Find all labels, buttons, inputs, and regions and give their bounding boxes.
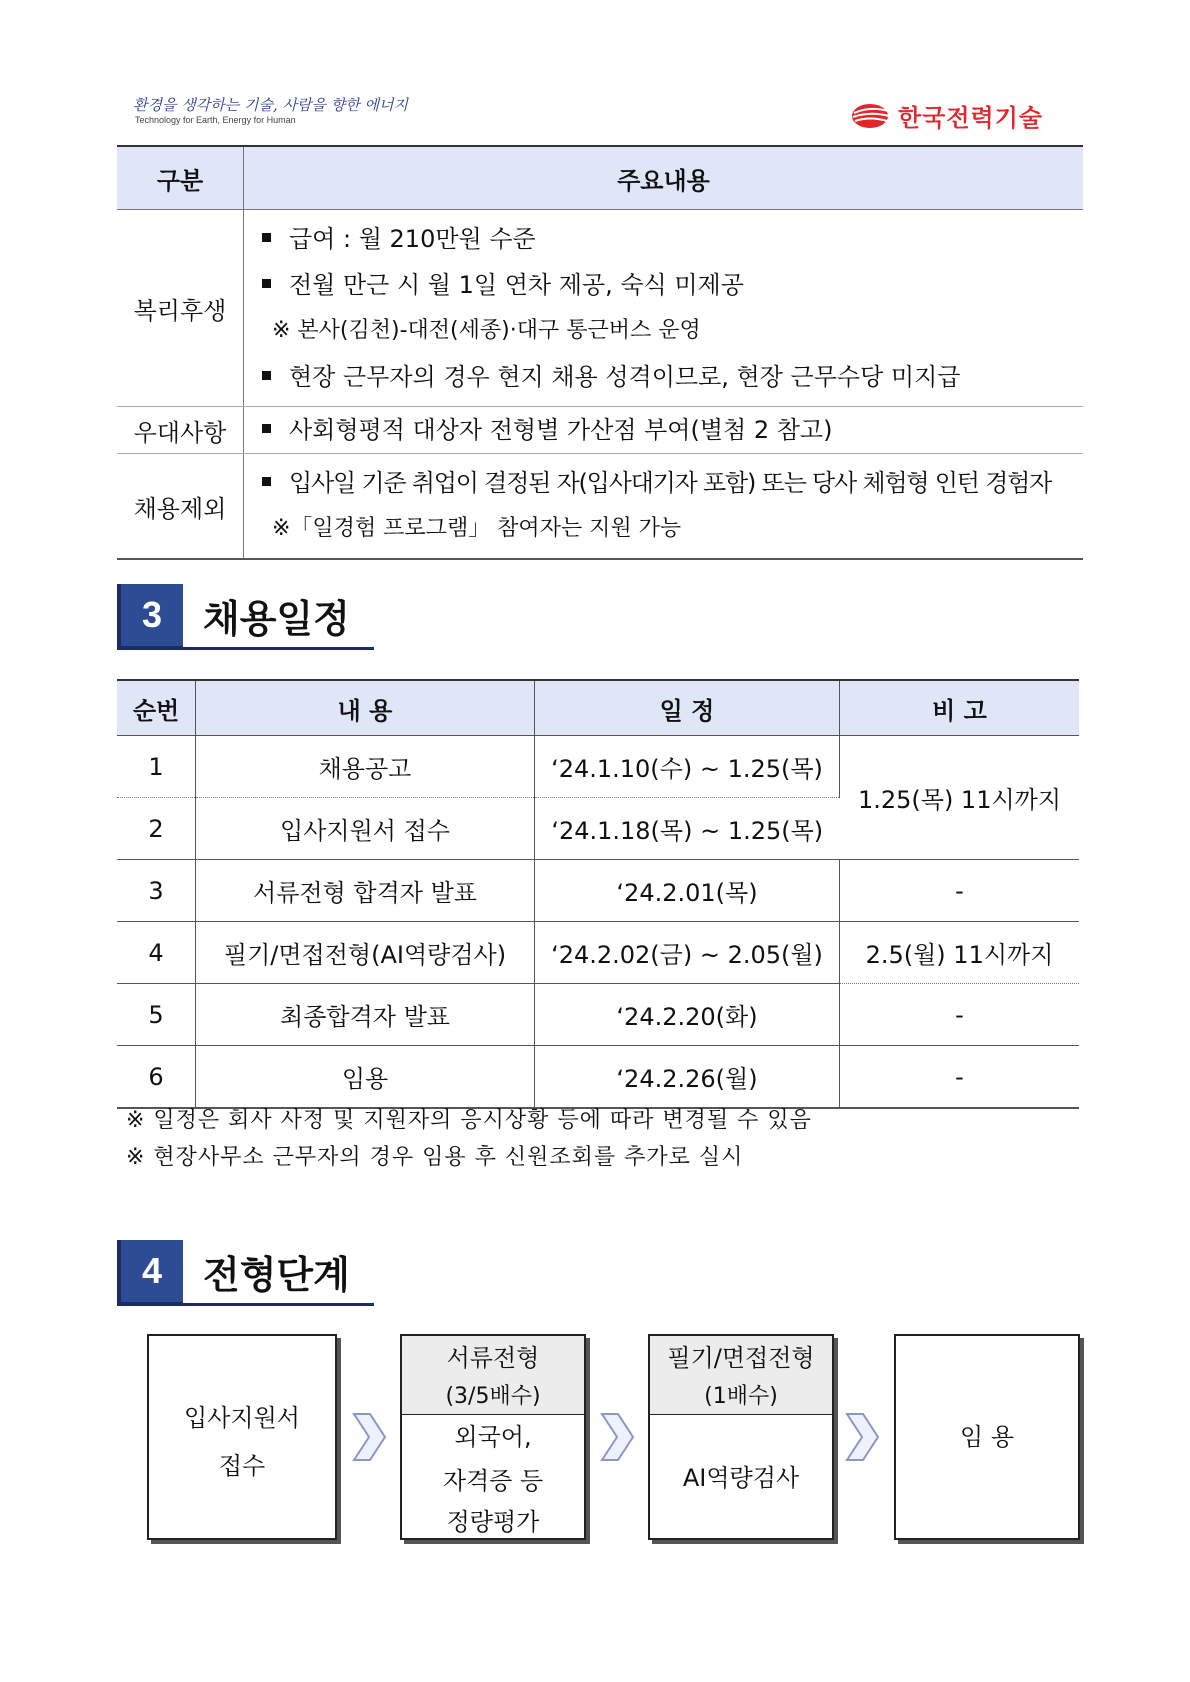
section-number: 4 (117, 1240, 183, 1306)
row-content: 임용 (196, 1046, 535, 1109)
section-title: 전형단계 (183, 1240, 374, 1306)
item-text: 급여 : 월 210만원 수준 (289, 225, 536, 253)
row-date: ‘24.2.20(화) (535, 984, 840, 1046)
list-item (262, 216, 1083, 262)
slogan-english: Technology for Earth, Energy for Human (135, 115, 296, 125)
kepco-e-and-c-logo-icon (850, 102, 894, 130)
section-heading-4 (117, 1240, 374, 1306)
row-number: 2 (117, 798, 196, 860)
square-bullet-icon (262, 233, 271, 242)
table-row (117, 454, 1083, 560)
column-header: 비 고 (840, 680, 1080, 736)
column-header: 순번 (117, 680, 196, 736)
row-category: 우대사항 (117, 407, 244, 454)
column-header: 일 정 (535, 680, 840, 736)
chevron-right-icon (843, 1412, 881, 1462)
row-number: 5 (117, 984, 196, 1046)
column-header: 내 용 (196, 680, 535, 736)
step-title: 필기/면접전형 (667, 1344, 815, 1372)
row-content: 입사지원서 접수 (196, 798, 535, 860)
process-step-appointment (894, 1334, 1080, 1540)
step-subtitle: (1배수) (704, 1384, 778, 1409)
process-step-document-screening (400, 1334, 586, 1540)
item-text: 사회형평적 대상자 전형별 가산점 부여(별첨 2 참고) (289, 416, 833, 444)
list-item (262, 460, 1083, 506)
table-row (117, 736, 1079, 798)
row-content: 필기/면접전형(AI역량검사) (196, 922, 535, 984)
column-header: 구분 (117, 146, 244, 210)
step-label: 임 용 (960, 1423, 1014, 1451)
row-note: 2.5(월) 11시까지 (840, 922, 1080, 984)
footnote: ※ 일정은 회사 사정 및 지원자의 응시상황 등에 따라 변경될 수 있음 (126, 1108, 812, 1133)
row-category: 복리후생 (117, 210, 244, 407)
row-note: - (840, 1046, 1080, 1109)
schedule-table (117, 679, 1079, 1109)
welfare-table (117, 145, 1083, 560)
square-bullet-icon (262, 279, 271, 288)
list-item (262, 407, 1083, 453)
process-step-application (147, 1334, 337, 1540)
table-row (117, 922, 1079, 984)
step-title: 서류전형 (446, 1344, 540, 1372)
table-header-row (117, 680, 1079, 736)
column-header: 주요내용 (244, 146, 1084, 210)
table-header-row (117, 146, 1083, 210)
row-content (244, 407, 1084, 454)
row-number: 6 (117, 1046, 196, 1109)
section-number: 3 (117, 584, 183, 650)
slogan-korean: 환경을 생각하는 기술, 사람을 향한 에너지 (133, 96, 408, 114)
row-date: ‘24.1.10(수) ~ 1.25(목) (535, 736, 840, 798)
item-text: 전월 만근 시 월 1일 연차 제공, 숙식 미제공 (289, 271, 744, 299)
table-row (117, 860, 1079, 922)
row-date: ‘24.2.02(금) ~ 2.05(월) (535, 922, 840, 984)
footnote: ※ 현장사무소 근무자의 경우 임용 후 신원조회를 추가로 실시 (126, 1145, 744, 1170)
item-text: 현장 근무자의 경우 현지 채용 성격이므로, 현장 근무수당 미지급 (289, 363, 961, 391)
row-date: ‘24.1.18(목) ~ 1.25(목) (535, 798, 840, 860)
table-row (117, 1046, 1079, 1109)
row-note: 1.25(목) 11시까지 (840, 736, 1080, 860)
section-title: 채용일정 (183, 584, 374, 650)
row-date: ‘24.2.01(목) (535, 860, 840, 922)
row-category: 채용제외 (117, 454, 244, 560)
row-date: ‘24.2.26(월) (535, 1046, 840, 1109)
row-content (244, 210, 1084, 407)
row-content: 최종합격자 발표 (196, 984, 535, 1046)
list-item (262, 354, 1083, 400)
step-label: 접수 (218, 1452, 266, 1480)
table-row (117, 407, 1083, 454)
step-detail: 정량평가 (446, 1508, 540, 1536)
step-detail: AI역량검사 (682, 1464, 800, 1492)
step-detail: 외국어, (454, 1423, 532, 1451)
row-number: 3 (117, 860, 196, 922)
company-logo (850, 98, 1043, 133)
row-content: 채용공고 (196, 736, 535, 798)
process-step-written-interview (648, 1334, 834, 1540)
step-header (402, 1336, 584, 1415)
item-text: 입사일 기준 취업이 결정된 자(입사대기자 포함) 또는 당사 체험형 인턴 경험자 (289, 469, 1052, 497)
note-item: ※「일경험 프로그램」 참여자는 지원 가능 (272, 516, 682, 541)
row-note: - (840, 984, 1080, 1046)
row-content (244, 454, 1084, 560)
row-content: 서류전형 합격자 발표 (196, 860, 535, 922)
square-bullet-icon (262, 424, 271, 433)
square-bullet-icon (262, 371, 271, 380)
row-number: 4 (117, 922, 196, 984)
step-subtitle: (3/5배수) (445, 1384, 541, 1409)
table-row (117, 210, 1083, 407)
chevron-right-icon (350, 1412, 388, 1462)
table-row (117, 984, 1079, 1046)
list-item (262, 262, 1083, 308)
row-number: 1 (117, 736, 196, 798)
section-heading-3 (117, 584, 374, 650)
logo-text: 한국전력기술 (898, 104, 1044, 132)
step-detail: 자격증 등 (442, 1467, 544, 1495)
chevron-right-icon (598, 1412, 636, 1462)
step-label: 입사지원서 (184, 1404, 300, 1432)
square-bullet-icon (262, 477, 271, 486)
step-header (650, 1336, 832, 1415)
note-item: ※ 본사(김천)-대전(세종)·대구 통근버스 운영 (272, 318, 701, 343)
row-note: - (840, 860, 1080, 922)
